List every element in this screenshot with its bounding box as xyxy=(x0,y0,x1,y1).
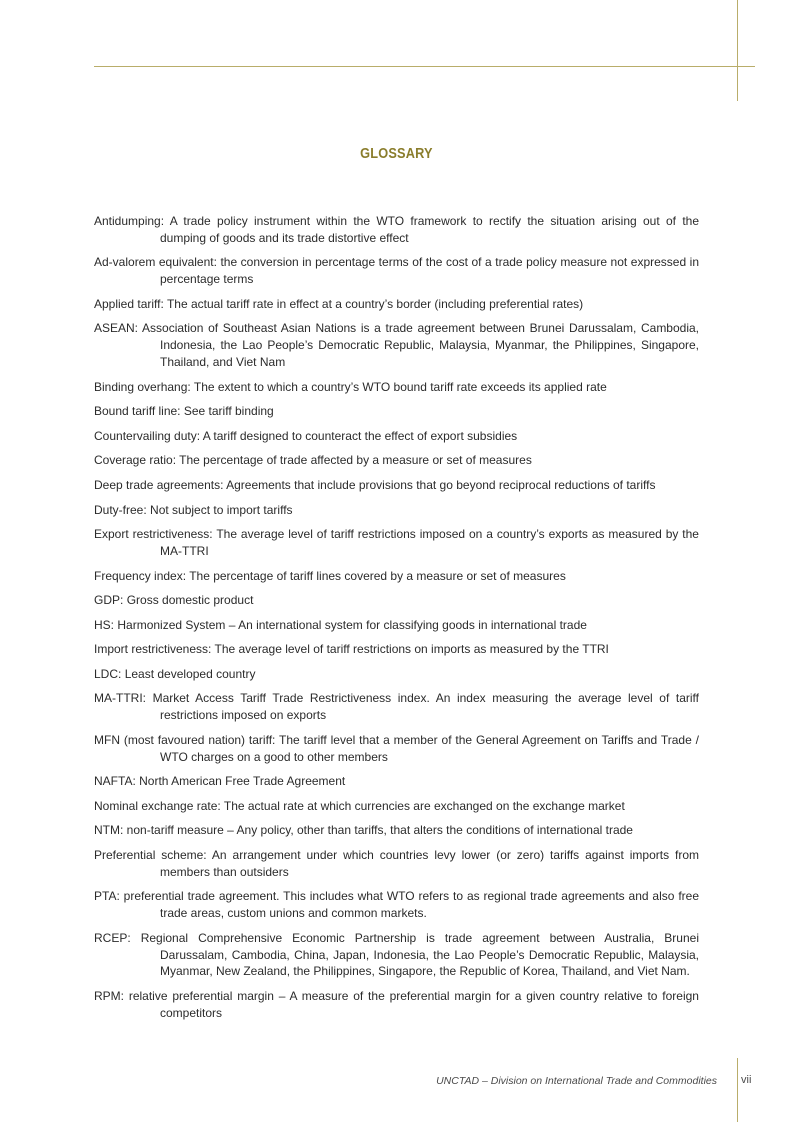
glossary-definition: An arrangement under which countries levy lower (or zero) tariffs against imports from members than outsiders xyxy=(160,848,699,879)
glossary-term: Bound tariff line: xyxy=(94,404,181,419)
glossary-term: PTA: xyxy=(94,889,120,904)
glossary-definition: The actual tariff rate in effect at a country’s border (including preferential rates) xyxy=(166,296,584,311)
glossary-term: Nominal exchange rate: xyxy=(94,798,221,813)
glossary-entry-asean xyxy=(94,320,699,370)
glossary-definition: Harmonized System – An international system for classifying goods in international trade xyxy=(117,617,587,632)
glossary-list xyxy=(94,213,699,1022)
glossary-term: RPM: xyxy=(94,989,124,1004)
glossary-term: RCEP: xyxy=(94,930,131,945)
glossary-term: GDP: xyxy=(94,593,124,608)
glossary-entry-applied-tariff xyxy=(94,296,699,313)
glossary-term: MA-TTRI: xyxy=(94,691,146,706)
glossary-definition: The actual rate at which currencies are exchanged on the exchange market xyxy=(223,798,625,813)
glossary-term: ASEAN: xyxy=(94,321,139,336)
header-vertical-rule xyxy=(737,0,738,101)
glossary-entry-export-restrictiveness xyxy=(94,526,699,560)
glossary-definition: The percentage of tariff lines covered by a measure or set of measures xyxy=(189,568,566,583)
glossary-term: Applied tariff: xyxy=(94,296,164,311)
glossary-entry-gdp xyxy=(94,592,699,609)
glossary-entry-rpm xyxy=(94,988,699,1022)
glossary-entry-nafta xyxy=(94,773,699,790)
glossary-definition: Association of Southeast Asian Nations is a trade agreement between Brunei Darussalam, Cambodia, Indonesia, the Lao People’s Democratic Republic, Malaysia, Myanmar, the Philippines, Singapore, Thailand, and Viet Nam xyxy=(142,321,700,369)
glossary-entry-pta xyxy=(94,888,699,922)
glossary-entry-ma-ttri xyxy=(94,690,699,724)
glossary-entry-antidumping xyxy=(94,213,699,247)
glossary-definition: relative preferential margin – A measure of the preferential margin for a given country relative to foreign competitors xyxy=(128,989,699,1020)
glossary-definition: See tariff binding xyxy=(183,404,274,419)
glossary-term: Coverage ratio: xyxy=(94,453,177,468)
footer-publisher: UNCTAD – Division on International Trade and Commodities xyxy=(436,1075,717,1087)
glossary-entry-rcep xyxy=(94,930,699,980)
glossary-definition: The tariff level that a member of the General Agreement on Tariffs and Trade / WTO charges on a good to other members xyxy=(160,732,699,764)
glossary-term: NTM: xyxy=(94,823,124,838)
glossary-term: Ad-valorem equivalent: xyxy=(94,255,217,270)
glossary-term: Import restrictiveness: xyxy=(94,642,212,657)
footer-vertical-rule xyxy=(737,1058,738,1122)
glossary-entry-ntm xyxy=(94,822,699,839)
glossary-definition: Regional Comprehensive Economic Partnership is trade agreement between Australia, Brunei Darussalam, Cambodia, China, Japan, Indonesia, the Lao People’s Democratic Republic, Malaysia, Myanmar, New Zealand, the Philippines, Singapore, the Republic of Korea, Thailand, and Viet Nam. xyxy=(140,930,699,979)
glossary-definition: The average level of tariff restrictions imposed on a country’s exports as measured by the MA-TTRI xyxy=(160,527,699,558)
page-title: GLOSSARY xyxy=(360,146,433,162)
glossary-entry-coverage-ratio xyxy=(94,452,699,469)
glossary-definition: The extent to which a country’s WTO bound tariff rate exceeds its applied rate xyxy=(193,379,607,394)
glossary-definition: North American Free Trade Agreement xyxy=(139,774,346,789)
glossary-definition: Gross domestic product xyxy=(126,593,254,608)
glossary-term: Duty-free: xyxy=(94,502,147,517)
glossary-entry-deep-trade-agreements xyxy=(94,477,699,494)
header-rule xyxy=(94,66,755,67)
glossary-entry-frequency-index xyxy=(94,568,699,585)
glossary-entry-countervailing-duty xyxy=(94,428,699,445)
glossary-term: LDC: xyxy=(94,666,122,681)
glossary-definition: Agreements that include provisions that go beyond reciprocal reductions of tariffs xyxy=(226,477,656,492)
glossary-definition: The percentage of trade affected by a measure or set of measures xyxy=(179,453,532,468)
glossary-definition: Least developed country xyxy=(124,666,256,681)
glossary-term: Frequency index: xyxy=(94,568,187,583)
glossary-term: Preferential scheme: xyxy=(94,848,207,863)
glossary-entry-mfn-tariff xyxy=(94,732,699,766)
glossary-definition: Not subject to import tariffs xyxy=(150,502,293,517)
glossary-definition: the conversion in percentage terms of the cost of a trade policy measure not expressed in percentage terms xyxy=(160,255,699,287)
glossary-entry-nominal-exchange-rate xyxy=(94,798,699,815)
glossary-definition: Market Access Tariff Trade Restrictiveness index. An index measuring the average level of tariff restrictions imposed on exports xyxy=(152,691,699,723)
glossary-term: Antidumping: xyxy=(94,214,165,228)
glossary-definition: non-tariff measure – Any policy, other than tariffs, that alters the conditions of international trade xyxy=(126,823,633,838)
glossary-entry-duty-free xyxy=(94,502,699,519)
glossary-term: NAFTA: xyxy=(94,774,136,789)
glossary-definition: A tariff designed to counteract the effect of export subsidies xyxy=(202,428,518,443)
glossary-definition: A trade policy instrument within the WTO framework to rectify the situation arising out of the dumping of goods and its trade distortive effect xyxy=(160,214,699,245)
page-number: vii xyxy=(741,1074,752,1086)
glossary-term: Binding overhang: xyxy=(94,379,191,394)
glossary-entry-binding-overhang xyxy=(94,379,699,396)
glossary-entry-bound-tariff-line xyxy=(94,403,699,420)
glossary-term: HS: xyxy=(94,617,115,632)
glossary-term: Export restrictiveness: xyxy=(94,527,213,542)
glossary-entry-preferential-scheme xyxy=(94,847,699,881)
glossary-term: MFN (most favoured nation) tariff: xyxy=(94,732,276,747)
glossary-entry-hs xyxy=(94,617,699,634)
glossary-entry-ad-valorem-equivalent xyxy=(94,254,699,288)
glossary-definition: preferential trade agreement. This includes what WTO refers to as regional trade agreements and also free trade areas, custom unions and common markets. xyxy=(123,889,700,921)
glossary-entry-ldc xyxy=(94,666,699,683)
glossary-entry-import-restrictiveness xyxy=(94,641,699,658)
glossary-definition: The average level of tariff restrictions on imports as measured by the TTRI xyxy=(214,642,609,657)
glossary-term: Deep trade agreements: xyxy=(94,477,224,492)
glossary-term: Countervailing duty: xyxy=(94,428,201,443)
